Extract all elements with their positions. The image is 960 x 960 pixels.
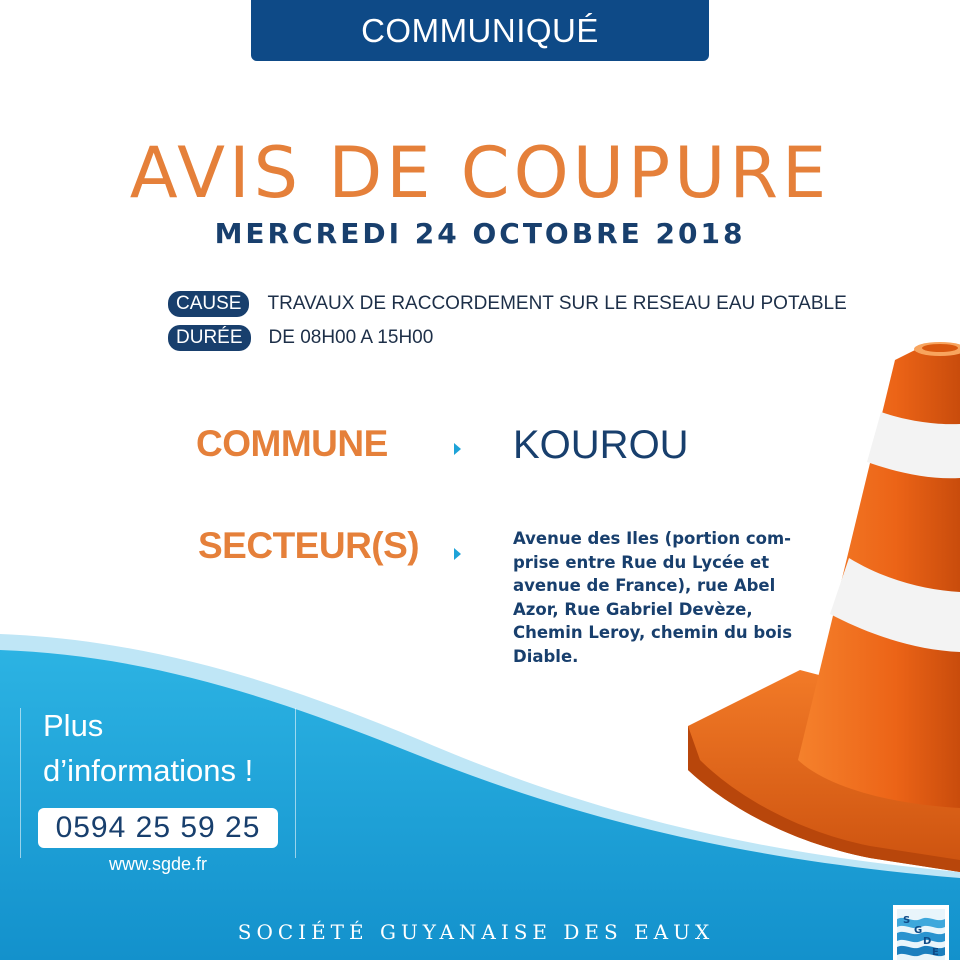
sector-line: prise entre Rue du Lycée et [513,552,770,572]
logo-letter: S [903,915,911,926]
more-info-line-2: d’informations ! [43,753,254,788]
logo-letter: E [932,947,939,958]
duration-text: DE 08H00 A 15H00 [268,327,434,348]
arrow-right-icon [454,548,461,560]
sector-line: avenue de France), rue Abel [513,576,776,595]
communique-header [251,0,709,61]
sgde-logo [893,905,949,960]
sector-list [513,527,803,668]
arrow-right-icon [454,443,461,455]
logo-letter: G [914,925,923,936]
company-name: SOCIÉTÉ GUYANAISE DES EAUX [237,920,715,944]
phone-number[interactable]: 0594 25 59 25 [38,808,278,848]
logo-letter: D [923,936,932,947]
cause-badge: CAUSE [168,291,249,317]
commune-value: KOUROU [513,423,689,467]
notice-date: MERCREDI 24 OCTOBRE 2018 [214,217,746,250]
communique-label: COMMUNIQUÉ [361,11,599,49]
sector-line: Avenue des Iles (portion com- [513,529,792,548]
sector-label: SECTEUR(S) [198,525,420,566]
cause-text: TRAVAUX DE RACCORDEMENT SUR LE RESEAU EAU POTABLE [267,293,847,314]
commune-label: COMMUNE [196,423,388,464]
notice-title: AVIS DE COUPURE [129,132,831,214]
cause-row [168,291,847,317]
sector-line: Diable. [513,646,579,666]
duration-badge: DURÉE [168,325,251,351]
website-link[interactable]: www.sgde.fr [108,854,208,874]
duration-row [168,325,433,351]
sector-line: Chemin Leroy, chemin du bois [513,623,793,642]
more-info-line-1: Plus [43,708,104,743]
sector-line: Azor, Rue Gabriel Devèze, [513,599,753,619]
sgde-logo-mark [897,909,945,960]
